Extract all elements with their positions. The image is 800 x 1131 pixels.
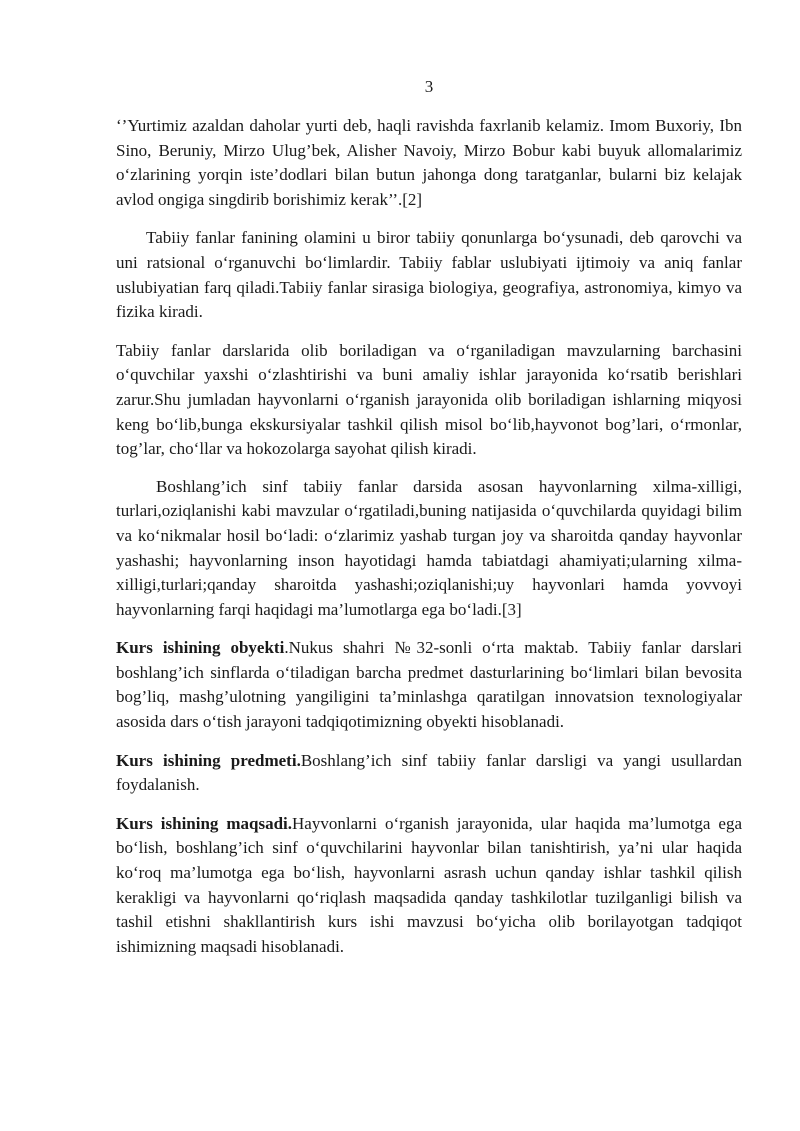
paragraph-quote [116, 114, 742, 212]
paragraph-object [116, 636, 742, 734]
paragraph-subject [116, 749, 742, 798]
paragraph-goal [116, 812, 742, 960]
paragraph-lead: Kurs ishining obyekti [116, 638, 285, 658]
paragraph-natural-sciences-definition [116, 226, 742, 324]
document-body [116, 114, 742, 959]
paragraph-primary-class [116, 475, 742, 623]
paragraph-text: Tabiiy fanlar fanining olamini u biror tabiiy qonunlarga bo‘ysunadi, deb qarovchi va uni ratsional o‘rganuvchi bo‘limlardir. Tabiiy fablar uslubiyati ijtimoiy va aniq fanlar uslubiyatian farq qiladi.Tabiiy fanlar sirasiga biologiya, geografiya, astronomiya, kimyo va fizika kiradi. [116, 228, 742, 322]
paragraph-text: Hayvonlarni o‘rganish jarayonida, ular haqida ma’lumotga ega bo‘lish, boshlang’ich sinf o‘quvchilarini hayvonlar bilan tanishtirish, ya’ni ular haqida ko‘roq ma’lumotga ega bo‘lish, hayvonlarni asrash uchun qanday ishlar tashkil qilish kerakligi va hayvonlarni qo‘riqlash maqsadida qanday tashkilotlar tuzilganligi bilish va tashil etishni shakllantirish kurs ishi mavzusi bo‘yicha olib borilayotgan tadqiqot ishimizning maqsadi hisoblanadi. [116, 813, 742, 956]
page-number: 3 [424, 77, 434, 96]
paragraph-text: Boshlang’ich sinf tabiiy fanlar darsligi va yangi usullardan foydalanish. [116, 750, 742, 795]
paragraph-lead: Kurs ishining predmeti. [116, 750, 301, 770]
paragraph-lessons [116, 339, 742, 462]
paragraph-text: Tabiiy fanlar darslarida olib boriladigan va o‘rganiladigan mavzularning barchasini o‘quvchilar yaxshi o‘zlashtirishi va buni amaliy ishlar jarayonida ko‘rsatib berishlari zarur.Shu jumladan hayvonlarni o‘rganish jarayonida olib boriladigan ishlarning miqyosi keng bo‘lib,bunga ekskursiyalar tashkil qilish misol bo‘lib,hayvonot bog’lari, o‘rmonlar, tog’lar, cho‘llar va hokozolarga sayohat qilish kiradi. [116, 340, 742, 459]
paragraph-text: Boshlang’ich sinf tabiiy fanlar darsida asosan hayvonlarning xilma-xilligi, turlari,oziqlanishi kabi mavzular o‘rgatiladi,buning natijasida o‘quvchilarda quyidagi bilim va ko‘nikmalar hosil bo‘ladi: o‘zlarimiz yashab turgan joy va sharoitda qanday hayvonlar yashashi; hayvonlarning inson hayotidagi hamda tabiatdagi ahamiyati;ularning xilma-xilligi,turlari;qanday sharoitda yashashi;oziqlanishi;uy hayvonlari hamda yovvoyi hayvonlarning farqi haqidagi ma’lumotlarga ega bo‘ladi.[3] [116, 476, 742, 619]
paragraph-text: .Nukus shahri №32-sonli o‘rta maktab. Tabiiy fanlar darslari boshlang’ich sinflarda o‘tiladigan barcha predmet dasturlarining bo‘limlari bilan bevosita bog’liq, mashg’ulotning yangiligini ta’minlashga qaratilgan innovatsion texnologiyalar asosida dars o‘tish jarayoni tadqiqotimizning obyekti hisoblanadi. [116, 638, 742, 732]
paragraph-text: ‘’Yurtimiz azaldan daholar yurti deb, haqli ravishda faxrlanib kelamiz. Imom Buxoriy, Ibn Sino, Beruniy, Mirzo Ulug’bek, Alisher Navoiy, Mirzo Bobur kabi buyuk allomalarimiz o‘zlarining yorqin iste’dodlari bilan butun jahonga dong taratganlar, bularni biz kelajak avlod ongiga singdirib borishimiz kerak’’.[2] [116, 116, 742, 209]
paragraph-lead: Kurs ishining maqsadi. [116, 813, 293, 833]
